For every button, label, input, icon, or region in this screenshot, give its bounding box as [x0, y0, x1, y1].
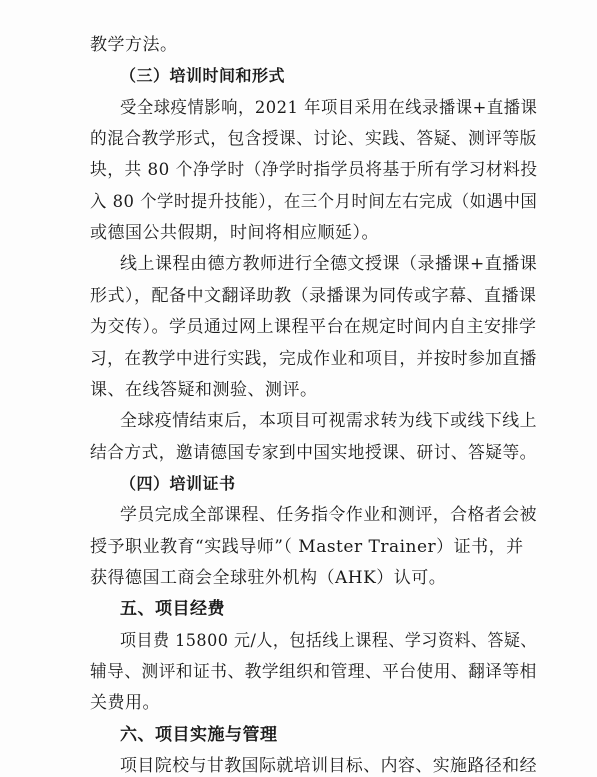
subheading-certificate: （四）培训证书: [120, 473, 236, 493]
paragraph-line: 关费用。: [90, 693, 160, 714]
paragraph-line: 或德国公共假期，时间将相应顺延）。: [90, 223, 379, 244]
paragraph-line: 的混合教学形式，包含授课、讨论、实践、答疑、测评等版: [90, 129, 537, 149]
paragraph-line: 课、在线答疑和测验、测评。: [90, 379, 318, 400]
paragraph-line: 习，在教学中进行实践，完成作业和项目，并按时参加直播: [90, 348, 537, 369]
paragraph-line: 项目费 15800 元/人，包括线上课程、学习资料、答疑、: [120, 630, 537, 651]
paragraph-line: 全球疫情结束后，本项目可视需求转为线下或线下线上: [120, 411, 538, 432]
paragraph-line: 辅导、测评和证书、教学组织和管理、平台使用、翻译等相: [90, 662, 537, 682]
paragraph-line: 形式），配备中文翻译助教（录播课为同传或字幕、直播课: [90, 285, 537, 306]
paragraph-line: 学员完成全部课程、任务指令作业和测评，合格者会被: [120, 505, 538, 526]
section-heading-fees: 五、项目经费: [120, 599, 225, 620]
paragraph-line: 结合方式，邀请德国专家到中国实地授课、研讨、答疑等。: [90, 442, 537, 463]
paragraph-line: 获得德国工商会全球驻外机构（AHK）认可。: [90, 567, 447, 588]
paragraph-line: 入 80 个学时提升技能），在三个月时间左右完成（如遇中国: [90, 191, 538, 212]
paragraph-line: 受全球疫情影响，2021 年项目采用在线录播课+直播课: [120, 97, 538, 118]
paragraph-line: 线上课程由德方教师进行全德文授课（录播课+直播课: [120, 254, 538, 275]
paragraph-line: 教学方法。: [90, 35, 178, 55]
paragraph-line: 项目院校与甘教国际就培训目标、内容、实施路径和经: [120, 756, 538, 776]
paragraph-line: 为交传）。学员通过网上课程平台在规定时间内自主安排学: [90, 317, 537, 338]
paragraph-line: 授予职业教育“实践导师”（ Master Trainer）证书，并: [90, 536, 524, 557]
paragraph-line: 块，共 80 个净学时（净学时指学员将基于所有学习材料投: [90, 160, 538, 181]
subheading-training-time: （三）培训时间和形式: [120, 66, 286, 86]
section-heading-implementation: 六、项目实施与管理: [120, 724, 278, 745]
